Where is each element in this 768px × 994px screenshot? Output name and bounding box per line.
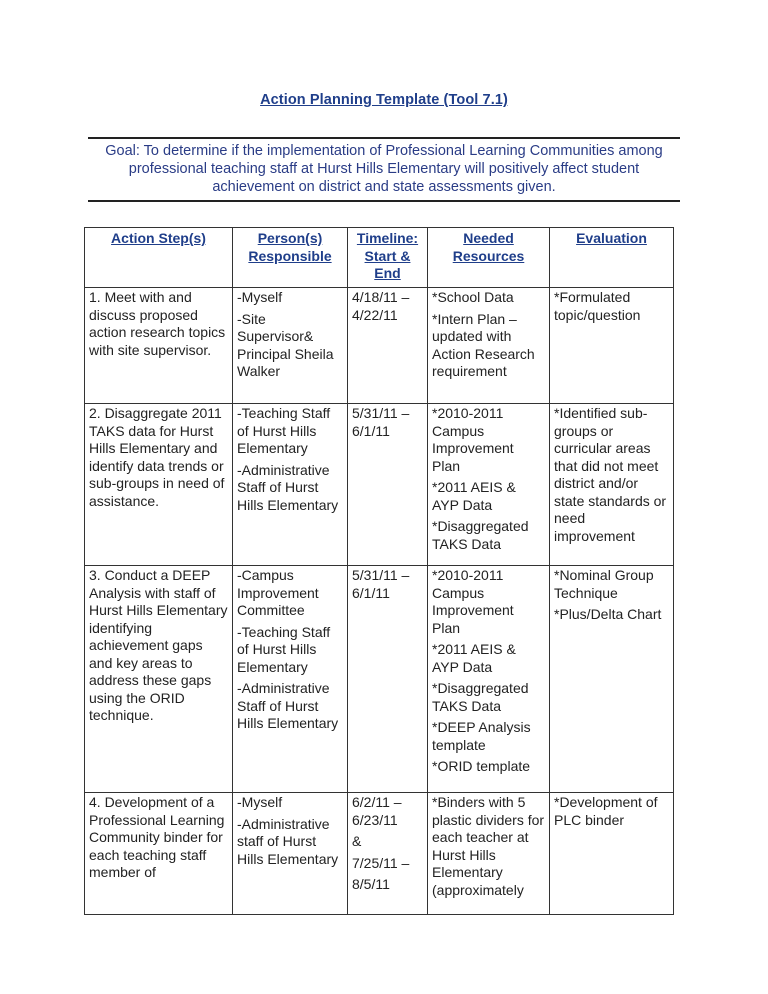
table-row (85, 288, 674, 404)
cell-timeline (348, 288, 428, 404)
cell-evaluation (550, 793, 674, 915)
cell-text: & (352, 833, 362, 849)
cell-text: *DEEP Analysis template (432, 719, 531, 753)
cell-evaluation (550, 404, 674, 566)
goal-statement: Goal: To determine if the implementation of Professional Learning Communities among professional teaching staff at Hurst Hills Elementary will positively affect student achievement on district and state assessments given. (88, 137, 680, 202)
cell-text: *Plus/Delta Chart (554, 606, 662, 622)
table-body (85, 288, 674, 915)
cell-timeline (348, 404, 428, 566)
cell-text: *2010-2011 Campus Improvement Plan (432, 405, 514, 474)
cell-text: 3. Conduct a DEEP Analysis with staff of Hurst Hills Elementary identifying achievement gaps and key areas to address these gaps using the ORID technique. (89, 567, 228, 723)
cell-person (233, 793, 348, 915)
cell-timeline (348, 566, 428, 793)
cell-resources (428, 288, 550, 404)
cell-text: *Disaggregated TAKS Data (432, 518, 529, 552)
cell-resources (428, 793, 550, 915)
cell-text: 7/25/11 – (352, 854, 410, 871)
cell-text: 8/5/11 (352, 876, 390, 892)
cell-person (233, 404, 348, 566)
table-header-row (85, 228, 674, 288)
cell-text: -Myself (237, 794, 283, 810)
cell-resources (428, 566, 550, 793)
cell-text: *2011 AEIS & AYP Data (432, 479, 516, 513)
cell-text: *2011 AEIS & AYP Data (432, 641, 516, 675)
cell-person (233, 566, 348, 793)
cell-text: *Binders with 5 plastic dividers for each teacher at Hurst Hills Elementary (approximately (432, 794, 545, 898)
table-row (85, 566, 674, 793)
cell-text: -Administrative staff of Hurst Hills Elementary (237, 815, 339, 867)
cell-text: *Identified sub-groups or curricular areas that did not meet district and/or state standards or need improvement (554, 405, 667, 544)
header-timeline: Timeline: Start & End (348, 228, 428, 288)
cell-action (85, 793, 233, 915)
cell-text: *Formulated topic/question (554, 289, 641, 323)
cell-text: *Development of PLC binder (554, 794, 658, 828)
header-action-steps: Action Step(s) (85, 228, 233, 288)
cell-person (233, 288, 348, 404)
cell-timeline (348, 793, 428, 915)
table-row (85, 404, 674, 566)
cell-text: -Administrative Staff of Hurst Hills Elementary (237, 680, 339, 731)
cell-text: -Teaching Staff of Hurst Hills Elementary (237, 405, 331, 456)
document-title: Action Planning Template (Tool 7.1) (260, 92, 508, 108)
cell-text: 4/18/11 – 4/22/11 (352, 289, 410, 323)
cell-text: 2. Disaggregate 2011 TAKS data for Hurst Hills Elementary and identify data trends or sub-groups in need of assistance. (89, 405, 225, 509)
cell-evaluation (550, 288, 674, 404)
cell-resources (428, 404, 550, 566)
cell-evaluation (550, 566, 674, 793)
cell-text: *ORID template (432, 758, 531, 774)
cell-text: 1. Meet with and discuss proposed action research topics with site supervisor. (89, 289, 226, 358)
cell-action (85, 566, 233, 793)
cell-text: -Myself (237, 289, 283, 305)
cell-action (85, 288, 233, 404)
cell-text: *Disaggregated TAKS Data (432, 680, 529, 714)
cell-text: 5/31/11 – 6/1/11 (352, 567, 410, 601)
cell-text: -Administrative Staff of Hurst Hills Elementary (237, 461, 339, 513)
action-plan-table (84, 227, 674, 915)
cell-text: 4. Development of a Professional Learning Community binder for each teaching staff member of (89, 794, 225, 880)
cell-text: *Nominal Group Technique (554, 567, 654, 601)
header-needed-resources: Needed Resources (428, 228, 550, 288)
table-row (85, 793, 674, 915)
cell-text: 6/2/11 – 6/23/11 (352, 794, 402, 828)
cell-text: -Teaching Staff of Hurst Hills Elementary (237, 623, 331, 675)
cell-text: *Intern Plan – updated with Action Research requirement (432, 310, 535, 379)
cell-text: *2010-2011 Campus Improvement Plan (432, 567, 514, 636)
cell-text: 5/31/11 – 6/1/11 (352, 405, 410, 439)
cell-action (85, 404, 233, 566)
header-evaluation: Evaluation (550, 228, 674, 288)
cell-text: -Campus Improvement Committee (237, 567, 319, 618)
cell-text: -Site Supervisor& Principal Sheila Walker (237, 310, 334, 379)
cell-text: *School Data (432, 289, 514, 305)
header-persons-responsible: Person(s) Responsible (233, 228, 348, 288)
